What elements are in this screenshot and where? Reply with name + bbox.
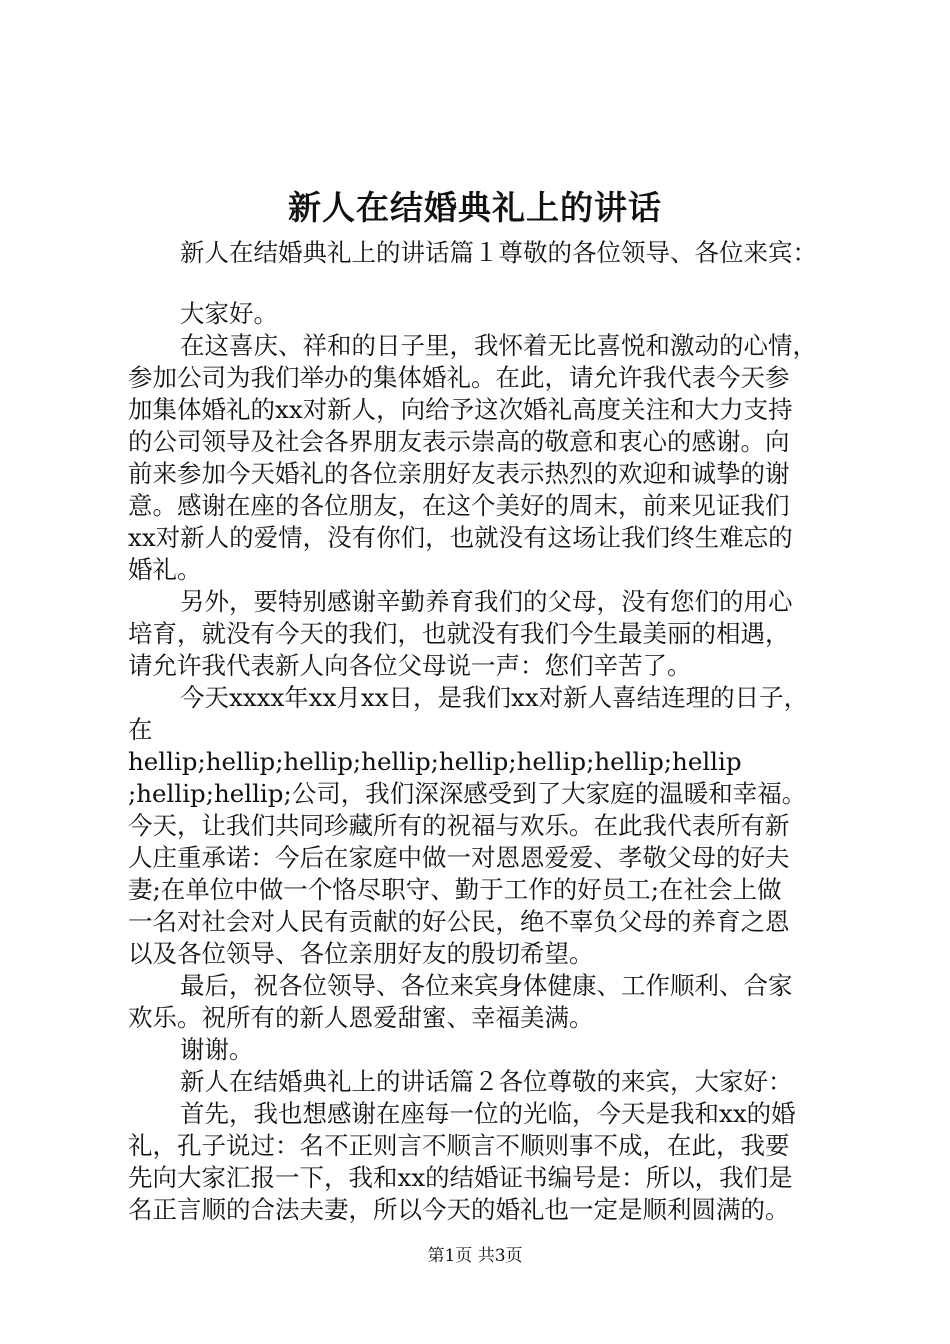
text-line: 一名对社会对人民有贡献的好公民，绝不辜负父母的养育之恩 xyxy=(128,907,790,936)
text-line: 请允许我代表新人向各位父母说一声：您们辛苦了。 xyxy=(128,651,692,680)
text-line: 人庄重承诺：今后在家庭中做一对恩恩爱爱、孝敬父母的好夫 xyxy=(128,843,790,872)
text-line: 新人在结婚典礼上的讲话篇１尊敬的各位领导、各位来宾： xyxy=(180,238,817,267)
text-line: 前来参加今天婚礼的各位亲朋好友表示热烈的欢迎和诚挚的谢 xyxy=(128,459,790,488)
text-line: 今天xxxx年xx月xx日，是我们xx对新人喜结连理的日子， xyxy=(180,683,809,712)
text-line: 名正言顺的合法夫妻，所以今天的婚礼也一定是顺利圆满的。 xyxy=(128,1195,790,1224)
text-line: 参加公司为我们举办的集体婚礼。在此，请允许我代表今天参 xyxy=(128,363,790,392)
text-line: 意。感谢在座的各位朋友，在这个美好的周末，前来见证我们 xyxy=(128,491,790,520)
text-line: 今天，让我们共同珍藏所有的祝福与欢乐。在此我代表所有新 xyxy=(128,811,790,840)
text-line: 培育，就没有今天的我们，也就没有我们今生最美丽的相遇， xyxy=(128,619,790,648)
text-line: 加集体婚礼的xx对新人，向给予这次婚礼高度关注和大力支持 xyxy=(128,395,793,424)
text-line: ;hellip;hellip;公司，我们深深感受到了大家庭的温暖和幸福。 xyxy=(128,779,807,808)
text-line: 的公司领导及社会各界朋友表示崇高的敬意和衷心的感谢。向 xyxy=(128,427,790,456)
text-line: 大家好。 xyxy=(180,299,278,328)
text-line: 欢乐。祝所有的新人恩爱甜蜜、幸福美满。 xyxy=(128,1003,594,1032)
text-line: 另外，要特别感谢辛勤养育我们的父母，没有您们的用心 xyxy=(180,587,793,616)
text-line: 先向大家汇报一下，我和xx的结婚证书编号是：所以，我们是 xyxy=(128,1163,793,1192)
text-line: xx对新人的爱情，没有你们，也就没有这场让我们终生难忘的 xyxy=(128,523,793,552)
text-line: 最后，祝各位领导、各位来宾身体健康、工作顺利、合家 xyxy=(180,971,793,1000)
text-line: 谢谢。 xyxy=(180,1035,254,1064)
text-line: 婚礼。 xyxy=(128,555,202,584)
text-line: hellip;hellip;hellip;hellip;hellip;hellip;hellip;hellip xyxy=(128,747,742,776)
text-line: 礼，孔子说过：名不正则言不顺言不顺则事不成，在此，我要 xyxy=(128,1131,790,1160)
text-line: 妻;在单位中做一个恪尽职守、勤于工作的好员工;在社会上做 xyxy=(128,875,782,904)
text-line: 以及各位领导、各位亲朋好友的殷切希望。 xyxy=(128,939,594,968)
page-footer: 第1页 共3页 xyxy=(427,1246,523,1266)
text-line: 新人在结婚典礼上的讲话篇２各位尊敬的来宾，大家好： xyxy=(180,1067,793,1096)
text-line: 首先，我也想感谢在座每一位的光临，今天是我和xx的婚 xyxy=(180,1099,796,1128)
text-line: 在这喜庆、祥和的日子里，我怀着无比喜悦和激动的心情， xyxy=(180,331,817,360)
text-line: 在 xyxy=(128,715,153,744)
document-title: 新人在结婚典礼上的讲话 xyxy=(288,188,662,227)
